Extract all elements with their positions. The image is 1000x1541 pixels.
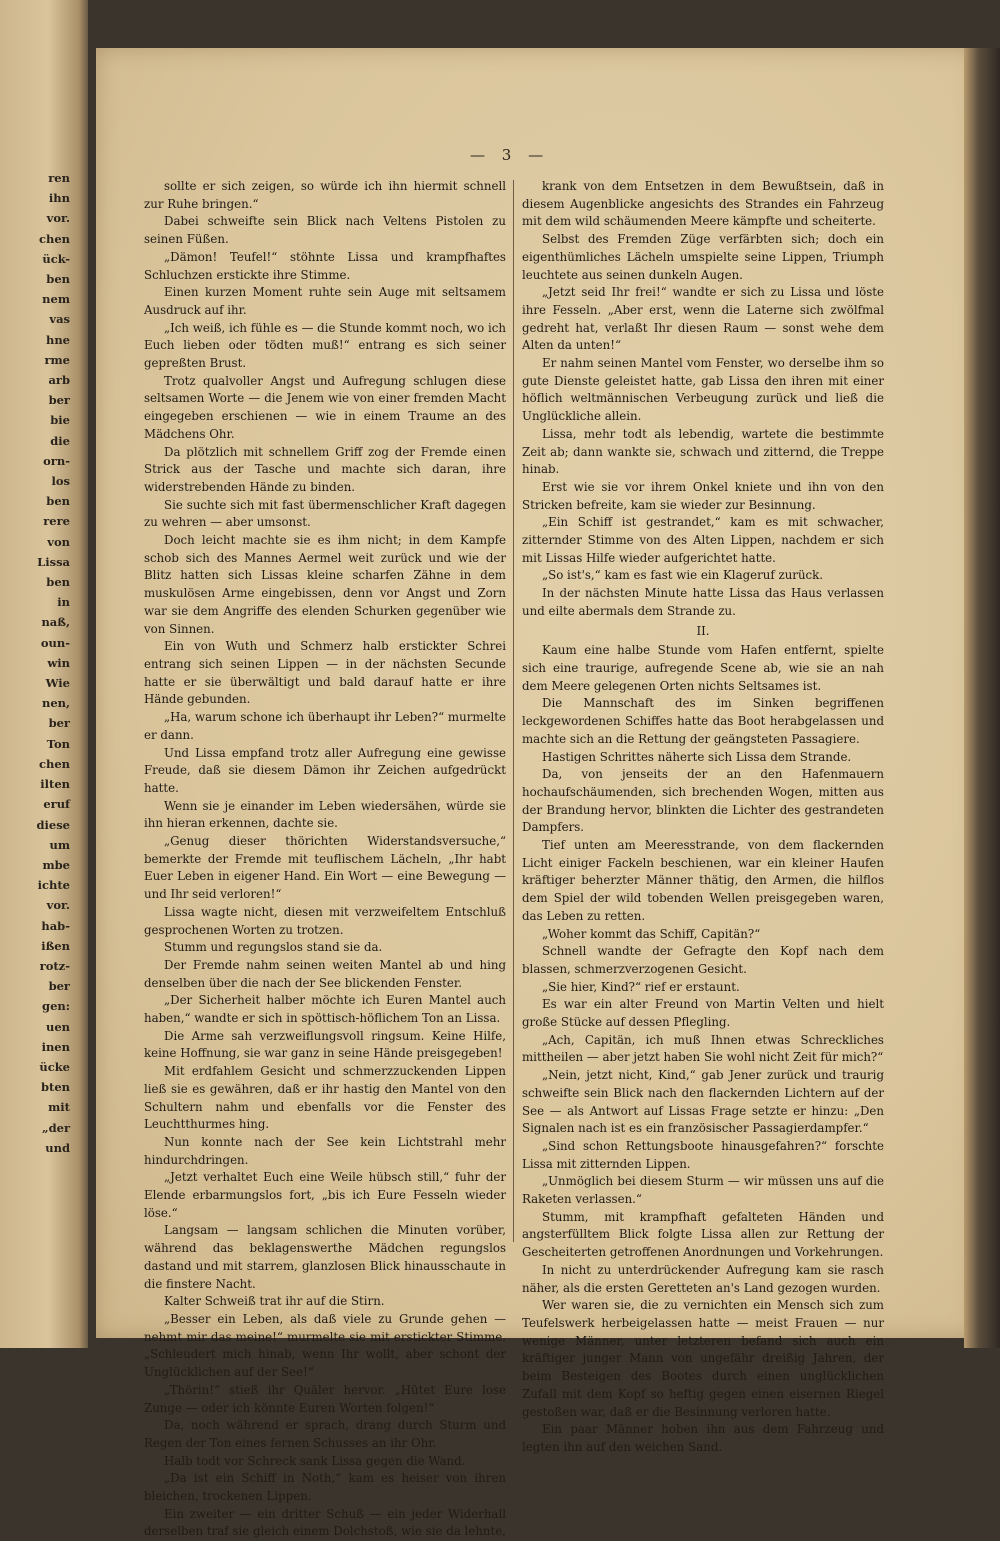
previous-page-edge — [0, 0, 88, 1348]
paragraph: Da, noch während er sprach, drang durch Sturm und Regen der Ton eines fernen Schusses an ihr Ohr. — [144, 1418, 506, 1450]
paragraph: „Nein, jetzt nicht, Kind,“ gab Jener zurück und traurig schweifte sein Blick nach den flackernden Lichtern auf der See — als Antwort auf Lissas Frage setzte er hinzu: „Den Signalen nach ist es ein französischer Passagierdampfer.“ — [522, 1068, 884, 1136]
paragraph: In nicht zu unterdrückender Aufregung kam sie rasch näher, als die ersten Geretteten an's Land gezogen wurden. — [522, 1262, 884, 1295]
section-heading: II. — [696, 623, 710, 638]
paragraph: Wer waren sie, die zu vernichten ein Mensch sich zum Teufelswerk herbeigelassen hatte — meist Frauen — nur wenige Männer, unter letzteren befand sich auch ein kräftiger junger Mann von ungefähr dreißig Jahren, der beim Besteigen des Bootes durch einen unglücklichen Zufall mit dem Kopf so heftig gegen einen eisernen Riegel gestoßen war, daß er die Besinnung verloren hatte. — [522, 1298, 884, 1419]
paragraph: Erst wie sie vor ihrem Onkel kniete und ihn von den Stricken befreite, kam sie wieder zur Besinnung. — [522, 479, 884, 512]
previous-page-fragment: ilten — [40, 777, 70, 792]
paragraph: Doch leicht machte sie es ihm nicht; in dem Kampfe schob sich des Mannes Aermel weit zurück und wie der Blitz hatten sich Lissas kleine scharfen Zähne in dem muskulösen Arme eingebissen, denn vor Angst und Zorn war sie dem Angriffe des elenden Schurken gegenüber wie von Sinnen. — [144, 533, 506, 636]
previous-page-fragment: in — [57, 595, 70, 610]
previous-page-fragment: uen — [45, 1019, 70, 1034]
paragraph: Die Mannschaft des im Sinken begriffenen leckgewordenen Schiffes hatte das Boot herabgelassen und machte sich an die Rettung der geängsteten Passagiere. — [522, 696, 884, 746]
paragraph: Lissa, mehr todt als lebendig, wartete die bestimmte Zeit ab; dann wankte sie, schwach und zitternd, die Treppe hinab. — [522, 426, 884, 477]
previous-page-fragment: los — [51, 474, 70, 489]
previous-page-fragment: Ton — [46, 736, 70, 751]
previous-page-fragment: vor. — [46, 211, 70, 226]
previous-page-fragment: chen — [38, 231, 70, 246]
paragraph: sollte er sich zeigen, so würde ich ihn hiermit schnell zur Ruhe bringen.“ — [144, 179, 506, 211]
paragraph: Halb todt vor Schreck sank Lissa gegen die Wand. — [164, 1453, 466, 1468]
previous-page-fragment: und — [45, 1140, 70, 1155]
page-number: — 3 — — [470, 146, 550, 164]
paragraph: „Ha, warum schone ich überhaupt ihr Leben?“ murmelte er dann. — [144, 710, 506, 742]
paragraph: „Ein Schiff ist gestrandet,“ kam es mit schwacher, zitternder Stimme von des Alten Lippen, nachdem er sich mit Lissas Hilfe wieder aufgerichtet hatte. — [522, 515, 884, 565]
paragraph: krank von dem Entsetzen in dem Bewußtsein, daß in diesem Augenblicke angesichts des Strandes ein Fahrzeug mit dem wild schäumenden Meere kämpfte und scheiterte. — [522, 179, 884, 229]
previous-page-fragment: ück- — [42, 251, 70, 266]
previous-page-fragment: arb — [48, 373, 70, 388]
paragraph: Mit erdfahlem Gesicht und schmerzzuckenden Lippen ließ sie es gewähren, daß er ihr hastig den Mantel von den Schultern nahm und ebenfalls vor die Fenster des Leuchtthurmes hing. — [144, 1064, 506, 1132]
paragraph: „Jetzt verhaltet Euch eine Weile hübsch still,“ fuhr der Elende erbarmungslos fort, „bis ich Eure Fesseln wieder löse.“ — [144, 1170, 506, 1220]
paragraph: Dabei schweifte sein Blick nach Veltens Pistolen zu seinen Füßen. — [144, 214, 506, 247]
previous-page-fragment: ben — [46, 494, 70, 509]
previous-page-fragment: diese — [36, 817, 70, 832]
paragraph: Und Lissa empfand trotz aller Aufregung eine gewisse Freude, daß sie diesem Dämon ihr Zeichen aufgedrückt hatte. — [144, 745, 506, 795]
paragraph: „Sind schon Rettungsboote hinausgefahren?“ forschte Lissa mit zitternden Lippen. — [522, 1138, 884, 1171]
paragraph: Da, von jenseits der an den Hafenmauern hochaufschäumenden, sich brechenden Wogen, mitten aus der Brandung hervor, blinkten die Lichter des gestrandeten Dampfers. — [522, 767, 884, 835]
previous-page-fragment: hne — [45, 332, 70, 347]
paragraph: Da plötzlich mit schnellem Griff zog der Fremde einen Strick aus der Tasche und machte sich daran, ihre widerstrebenden Hände zu binden. — [144, 444, 506, 494]
previous-page-fragment: inen — [41, 1039, 70, 1054]
paragraph: „Besser ein Leben, als daß viele zu Grunde gehen — nehmt mir das meine!“ murmelte sie mit erstickter Stimme. „Schleudert mich hinab, wenn Ihr wollt, aber schont der Unglücklichen auf der See!“ — [144, 1312, 506, 1380]
previous-page-fragment: chen — [38, 756, 70, 771]
previous-page-fragment: ißen — [41, 938, 70, 953]
paragraph: „Ach, Capitän, ich muß Ihnen etwas Schreckliches mittheilen — aber jetzt haben Sie wohl nicht Zeit für mich?“ — [522, 1032, 884, 1065]
previous-page-fragment: ber — [48, 716, 70, 731]
page-edge-shadow — [964, 48, 1000, 1348]
column-divider — [513, 180, 514, 1242]
paragraph: In der nächsten Minute hatte Lissa das Haus verlassen und eilte abermals dem Strande zu. — [522, 586, 884, 618]
previous-page-fragment: um — [49, 837, 70, 852]
previous-page-fragment: die — [50, 433, 70, 448]
paragraph: Ein zweiter — ein dritter Schuß — ein jeder Widerhall derselben traf sie gleich einem Dolchstoß, wie sie da lehnte, — [144, 1506, 506, 1539]
paragraph: „Der Sicherheit halber möchte ich Euren Mantel auch haben,“ wandte er sich in spöttisch-höflichem Ton an Lissa. — [144, 993, 506, 1026]
previous-page-fragment: mit — [48, 1100, 70, 1115]
previous-page-fragment: ben — [46, 575, 70, 590]
previous-page-fragment: vor. — [46, 898, 70, 913]
previous-page-fragment: rotz- — [39, 958, 70, 973]
paragraph: Ein paar Männer hoben ihn aus dem Fahrzeug und legten ihn auf den weichen Sand. — [522, 1422, 884, 1454]
paragraph: Schnell wandte der Gefragte den Kopf nach dem blassen, schmerzverzogenen Gesicht. — [522, 944, 884, 976]
previous-page-fragment: vas — [49, 312, 70, 327]
previous-page-fragment: von — [47, 534, 70, 549]
previous-page-fragment: hab- — [41, 918, 70, 933]
paragraph: Nun konnte nach der See kein Lichtstrahl mehr hindurchdringen. — [144, 1134, 506, 1167]
paragraph: „Dämon! Teufel!“ stöhnte Lissa und krampfhaftes Schluchzen erstickte ihre Stimme. — [144, 249, 506, 282]
paragraph: Langsam — langsam schlichen die Minuten vorüber, während das beklagenswerthe Mädchen regungslos dastand und mit starrem, glanzlosen Blick hinausschaute in die finstere Nacht. — [144, 1223, 506, 1291]
paragraph: Selbst des Fremden Züge verfärbten sich; doch ein eigenthümliches Lächeln umspielte seine Lippen, Triumph leuchtete aus seinen dunkeln Augen. — [522, 232, 884, 282]
previous-page-fragment: naß, — [41, 615, 70, 630]
paragraph: Wenn sie je einander im Leben wiedersähen, würde sie ihn hieran erkennen, dachte sie. — [144, 798, 506, 831]
previous-page-fragment: ber — [48, 393, 70, 408]
paragraph: Hastigen Schrittes näherte sich Lissa dem Strande. — [542, 749, 852, 764]
paragraph: „Ich weiß, ich fühle es — die Stunde kommt noch, wo ich Euch lieben oder tödten muß!“ entrang es sich seiner gepreßten Brust. — [144, 320, 506, 371]
paragraph: „Unmöglich bei diesem Sturm — wir müssen uns auf die Raketen verlassen.“ — [522, 1174, 884, 1207]
paragraph: Sie suchte sich mit fast übermenschlicher Kraft dagegen zu wehren — aber umsonst. — [144, 497, 506, 530]
previous-page-fragment: orn- — [43, 453, 70, 468]
paragraph: Es war ein alter Freund von Martin Velten und hielt große Stücke auf dessen Pflegling. — [522, 997, 884, 1030]
previous-page-text-fragments — [10, 168, 70, 1158]
paragraph: Ein von Wuth und Schmerz halb erstickter Schrei entrang sich seinen Lippen — in der nächsten Secunde hatte er sie überwältigt und bald darauf hatte er ihre Hände gebunden. — [144, 639, 506, 707]
previous-page-fragment: ben — [46, 272, 70, 287]
paragraph: „Sie hier, Kind?“ rief er erstaunt. — [542, 979, 740, 994]
paragraph: Lissa wagte nicht, diesen mit verzweifeltem Entschluß gesprochenen Worten zu trotzen. — [144, 904, 506, 937]
previous-page-fragment: rme — [44, 352, 70, 367]
paragraph: Tief unten am Meeresstrande, von dem flackernden Licht einiger Fackeln beschienen, war ein kleiner Haufen kräftiger beherzter Männer thätig, den Armen, die hilflos dem Spiel der wild tobenden Wellen preisgegeben waren, das Leben zu retten. — [522, 838, 884, 923]
paragraph: Stumm, mit krampfhaft gefalteten Händen und angsterfülltem Blick folgte Lissa allen zur Rettung der Gescheiterten getroffenen Anordnungen und Vorkehrungen. — [522, 1209, 884, 1260]
previous-page-fragment: ren — [48, 171, 70, 185]
paragraph: „Da ist ein Schiff in Noth,“ kam es heiser von ihren bleichen, trockenen Lippen. — [144, 1471, 506, 1504]
previous-page-fragment: ber — [48, 979, 70, 994]
previous-page-fragment: mbe — [42, 857, 70, 872]
paragraph: „Genug dieser thörichten Widerstandsversuche,“ bemerkte der Fremde mit teuflischem Lächeln, „Ihr habt Euer Leben in eigener Hand. Ein Wort — eine Bewegung — und Ihr seid verloren!“ — [144, 834, 506, 902]
previous-page-fragment: „der — [41, 1120, 70, 1135]
paragraph: Trotz qualvoller Angst und Aufregung schlugen diese seltsamen Worte — die Jenem wie von einer fremden Macht eingegeben erschienen — wie in einem Traume an des Mädchens Ohr. — [144, 373, 506, 441]
previous-page-fragment: gen: — [42, 999, 70, 1014]
previous-page-fragment: ihn — [48, 191, 70, 206]
right-column — [522, 178, 884, 1457]
left-column — [144, 178, 506, 1541]
previous-page-fragment: Wie — [45, 676, 70, 691]
previous-page-fragment: nem — [42, 292, 70, 307]
paragraph: „Jetzt seid Ihr frei!“ wandte er sich zu Lissa und löste ihre Fesseln. „Aber erst, wenn die Laterne sich zwölfmal gedreht hat, verlaßt Ihr diesen Raum — sonst wehe dem Alten da unten!“ — [522, 285, 884, 353]
previous-page-fragment: bie — [50, 413, 70, 428]
previous-page-fragment: eruf — [43, 797, 70, 812]
previous-page-fragment: ichte — [37, 878, 70, 893]
previous-page-fragment: oun- — [40, 635, 70, 650]
paragraph: „Thörin!“ stieß ihr Quäler hervor. „Hütet Eure lose Zunge — oder ich könnte Euren Worten folgen!“ — [144, 1382, 506, 1415]
paragraph: Der Fremde nahm seinen weiten Mantel ab und hing denselben über die nach der See blickenden Fenster. — [144, 957, 506, 990]
previous-page-fragment: win — [47, 655, 70, 670]
paragraph: Kaum eine halbe Stunde vom Hafen entfernt, spielte sich eine traurige, aufregende Scene ab, wie sie an nah dem Meere gelegenen Orten nichts Seltsames ist. — [522, 643, 884, 693]
previous-page-fragment: ücke — [39, 1059, 70, 1074]
previous-page-fragment: bten — [40, 1080, 70, 1095]
previous-page-fragment: Lissa — [37, 554, 70, 569]
paragraph: Einen kurzen Moment ruhte sein Auge mit seltsamem Ausdruck auf ihr. — [144, 285, 506, 317]
previous-page-fragment: nen, — [41, 696, 70, 711]
paragraph: „Woher kommt das Schiff, Capitän?“ — [542, 926, 761, 941]
previous-page-fragment: rere — [43, 514, 70, 529]
paragraph: Er nahm seinen Mantel vom Fenster, wo derselbe ihm so gute Dienste geleistet hatte, gab Lissa den ihren mit einer höflich weltmännischen Verbeugung zurück und ließ die Unglückliche allein. — [522, 356, 884, 424]
paragraph: Stumm und regungslos stand sie da. — [164, 940, 383, 955]
paragraph: Kalter Schweiß trat ihr auf die Stirn. — [164, 1294, 385, 1309]
paragraph: „So ist's,“ kam es fast wie ein Klageruf zurück. — [542, 568, 824, 583]
paragraph: Die Arme sah verzweiflungsvoll ringsum. Keine Hilfe, keine Hoffnung, sie war ganz in seine Hände preisgegeben! — [144, 1028, 506, 1061]
